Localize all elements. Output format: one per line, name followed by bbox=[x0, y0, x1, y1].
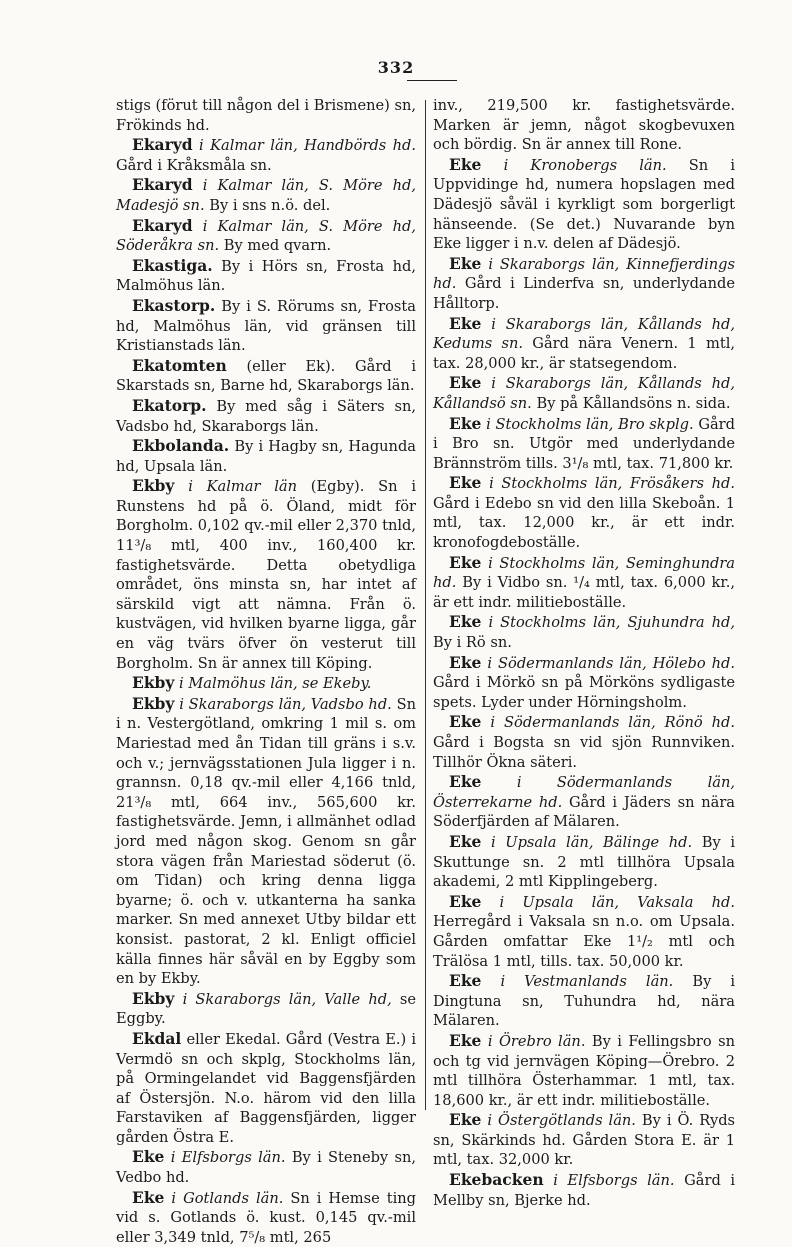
entry-body: Gård i Mellby sn, Bjerke hd. bbox=[433, 1172, 736, 1209]
entry-headword: Ekbolanda. bbox=[132, 436, 230, 456]
left-column bbox=[116, 96, 416, 1247]
entry-body: se Eggby. bbox=[116, 990, 417, 1028]
dictionary-entry bbox=[116, 989, 416, 1029]
entry-headword: Eke bbox=[449, 1030, 482, 1050]
entry-location: i Skaraborgs län, Kållands hd, Kållandsö sn. bbox=[433, 375, 735, 412]
entry-body: By i Hagby sn, Hagunda hd, Upsala län. bbox=[116, 438, 416, 475]
entry-headword: Ekby bbox=[132, 476, 175, 496]
entry-body: Gård i Mörkö sn på Mörköns sydligaste spets. Lyder under Hörningsholm. bbox=[433, 674, 735, 711]
entry-headword: Eke bbox=[449, 253, 482, 273]
entry-headword: Ekaryd bbox=[132, 135, 193, 155]
dictionary-entry bbox=[433, 553, 735, 613]
dictionary-entry bbox=[116, 476, 416, 673]
dictionary-entry bbox=[116, 436, 416, 476]
entry-body: Gård i Jäders sn nära Söderfjärden af Mälaren. bbox=[433, 793, 735, 831]
entry-headword: Eke bbox=[132, 1147, 165, 1167]
entry-space bbox=[193, 177, 203, 194]
entry-location: i Gotlands län. bbox=[171, 1189, 284, 1207]
dictionary-entry bbox=[433, 373, 735, 413]
entry-space bbox=[193, 218, 203, 235]
entry-body: By i Rö sn. bbox=[433, 634, 512, 652]
entry-body: Gård nära Venern. 1 mtl, tax. 28,000 kr., är statsegendom. bbox=[433, 335, 735, 372]
entry-location: i Skaraborgs län, Kållands hd, Kedums sn. bbox=[433, 315, 735, 353]
entry-location: i Östergötlands län. bbox=[487, 1112, 636, 1130]
entry-body: By i Hörs sn, Frosta hd, Malmöhus län. bbox=[116, 257, 416, 295]
entry-location: i Kalmar län bbox=[188, 478, 297, 496]
entry-space bbox=[544, 1172, 554, 1189]
entry-space bbox=[174, 478, 188, 495]
entry-body: Gård i Kråksmåla sn. bbox=[116, 156, 272, 174]
entry-location: i Kronobergs län. bbox=[503, 156, 667, 174]
dictionary-entry bbox=[116, 673, 416, 694]
entry-location: i Kalmar län, Handbörds hd. bbox=[199, 137, 417, 155]
entry-headword: Ekatorp. bbox=[132, 395, 207, 415]
dictionary-entry bbox=[433, 1031, 735, 1110]
dictionary-entry bbox=[433, 414, 735, 474]
entry-headword: Eke bbox=[132, 1187, 165, 1207]
entry-location: i Södermanlands län, Rönö hd. bbox=[490, 714, 735, 732]
entry-headword: Ekastorp. bbox=[132, 295, 216, 315]
dictionary-entry bbox=[433, 612, 735, 652]
entry-headword: Eke bbox=[449, 971, 482, 991]
dictionary-entry bbox=[116, 1147, 416, 1187]
entry-body: Gård i Bogsta sn vid sjön Runnviken. Tillhör Ökna säteri. bbox=[433, 734, 735, 771]
entry-space bbox=[481, 774, 516, 791]
entry-headword: Eke bbox=[449, 772, 482, 792]
dictionary-entry bbox=[116, 256, 416, 296]
entry-headword: Eke bbox=[449, 712, 482, 732]
entry-location: i Upsala län, Vaksala hd. bbox=[499, 893, 735, 911]
entry-headword: Ekby bbox=[132, 988, 175, 1008]
entry-body: Gård i Bro sn. Utgör med underlydande Brännström tills. 3¹/₈ mtl, tax. 71,800 kr. bbox=[433, 415, 735, 472]
entry-space bbox=[481, 375, 491, 392]
dictionary-entry bbox=[116, 175, 416, 215]
dictionary-entry bbox=[433, 254, 735, 314]
entry-location: i Elfsborgs län. bbox=[553, 1172, 675, 1190]
dictionary-entry bbox=[116, 135, 416, 175]
entry-headword: Eke bbox=[449, 891, 482, 911]
entry-body: By med qvarn. bbox=[219, 237, 332, 255]
dictionary-entry bbox=[433, 712, 735, 772]
entry-body: By i Dingtuna sn, Tuhundra hd, nära Mälaren. bbox=[433, 973, 736, 1030]
entry-headword: Ekby bbox=[132, 673, 175, 693]
dictionary-entry bbox=[116, 694, 416, 989]
entry-headword: Ekdal bbox=[132, 1028, 182, 1048]
dictionary-entry bbox=[116, 296, 416, 356]
entry-location: i Skaraborgs län, Kinnefjerdings hd. bbox=[433, 255, 735, 293]
entry-body: By i S. Rörums sn, Frosta hd, Malmöhus län, vid gränsen till Kristianstads län. bbox=[116, 297, 416, 355]
entry-headword: Eke bbox=[449, 154, 482, 174]
entry-body: (eller Ek). Gård i Skarstads sn, Barne hd, Skaraborgs län. bbox=[116, 357, 416, 395]
entry-headword: Eke bbox=[449, 473, 482, 493]
entry-body: By i Fellingsbro sn och tg vid jernvägen Köping—Örebro. 2 mtl tillhöra Österhammar. 1 mtl, tax. 18,600 kr., är ett indr. militieboställe. bbox=[433, 1032, 735, 1109]
entry-space bbox=[481, 157, 503, 174]
entry-body: stigs (förut till någon del i Brismene) sn, Frökinds hd. bbox=[116, 97, 416, 134]
entry-headword: Eke bbox=[449, 373, 482, 393]
entry-headword: Eke bbox=[449, 1110, 482, 1130]
entry-headword: Ekastiga. bbox=[132, 255, 213, 275]
entry-headword: Eke bbox=[449, 652, 482, 672]
entry-headword: Ekby bbox=[132, 693, 175, 713]
entry-location: i Södermanlands län, Österrekarne hd. bbox=[433, 774, 735, 811]
entry-location: i Stockholms län, Seminghundra hd. bbox=[433, 554, 735, 592]
dictionary-entry bbox=[433, 1170, 735, 1210]
dictionary-entry bbox=[116, 1188, 416, 1247]
entry-location: i Stockholms län, Bro skplg. bbox=[486, 415, 694, 433]
entry-body: inv., 219,500 kr. fastighetsvärde. Marken är jemn, något skogbevuxen och bördig. Sn är annex till Rone. bbox=[433, 97, 735, 154]
dictionary-entry bbox=[433, 772, 735, 832]
entry-location: i Vestmanlands län. bbox=[500, 973, 674, 991]
entry-body: By på Kållandsöns n. sida. bbox=[531, 394, 731, 412]
entry-space bbox=[481, 316, 491, 333]
dictionary-entry bbox=[433, 96, 735, 155]
entry-location: i Kalmar län, S. Möre hd, Söderåkra sn. bbox=[116, 217, 416, 255]
entry-headword: Eke bbox=[449, 612, 482, 632]
dictionary-entry bbox=[433, 971, 735, 1031]
entry-space bbox=[481, 894, 499, 911]
dictionary-entry bbox=[116, 396, 416, 436]
dictionary-entry bbox=[116, 96, 416, 135]
entry-location: i Örebro län. bbox=[487, 1032, 586, 1050]
entry-body: Gård i Edebo sn vid den lilla Skeboån. 1 mtl, tax. 12,000 kr., är ett indr. kronofogdeboställe. bbox=[433, 494, 735, 552]
right-column bbox=[433, 96, 735, 1210]
entry-location: i Kalmar län, S. Möre hd, Madesjö sn. bbox=[116, 177, 416, 214]
entry-space bbox=[481, 973, 500, 990]
dictionary-entry bbox=[433, 1110, 735, 1170]
dictionary-entry bbox=[116, 216, 416, 256]
entry-body: eller Ekedal. Gård (Vestra E.) i Vermdö sn och skplg, Stockholms län, på Ormingelandet vid Baggensfjärden af Östersjön. N.o. härom vid den lilla Farstaviken af Baggensfjärden, ligger gården Östra E. bbox=[116, 1030, 416, 1146]
entry-location: i Stockholms län, Sjuhundra hd, bbox=[488, 614, 735, 632]
entry-headword: Ekebacken bbox=[449, 1170, 544, 1190]
page-number: 332 bbox=[377, 58, 415, 77]
entry-headword: Eke bbox=[449, 552, 482, 572]
entry-space bbox=[481, 475, 489, 492]
entry-space bbox=[164, 1190, 171, 1207]
entry-body: By med såg i Säters sn, Vadsbo hd, Skaraborgs län. bbox=[116, 397, 416, 435]
dictionary-entry bbox=[433, 892, 735, 971]
entry-body: Sn i Uppvidinge hd, numera hopslagen med Dädesjö såväl i kyrkligt som borgerligt hänseende. (Se det.) Nuvarande byn Eke ligger i n.v. delen af Dädesjö. bbox=[433, 156, 736, 253]
entry-headword: Ekaryd bbox=[132, 175, 193, 195]
entry-headword: Eke bbox=[449, 413, 482, 433]
dictionary-entry bbox=[116, 356, 416, 396]
entry-body: (Egby). Sn i Runstens hd på ö. Öland, midt för Borgholm. 0,102 qv.-mil eller 2,370 tnld, 11³/₈ mtl, 400 inv., 160,400 kr. fastighetsvärde. Detta obetydliga området, öns minsta sn, har intet af särskild vigt att nämna. Från ö. kustvägen, vid hvilken byarne ligga, går en väg tvärs öfver ön vesterut till Borgholm. Sn är annex till Köping. bbox=[116, 478, 417, 672]
page-number-rule bbox=[407, 80, 457, 81]
entry-body: By i sns n.ö. del. bbox=[204, 196, 331, 214]
column-divider bbox=[425, 100, 426, 1110]
dictionary-entry bbox=[433, 832, 735, 892]
entry-body: By i Ö. Ryds sn, Skärkinds hd. Gården Stora E. är 1 mtl, tax. 32,000 kr. bbox=[433, 1112, 736, 1169]
entry-location: i Södermanlands län, Hölebo hd. bbox=[487, 654, 735, 672]
entry-headword: Ekaryd bbox=[132, 215, 193, 235]
entry-headword: Eke bbox=[449, 831, 482, 851]
entry-location: i Skaraborgs län, Valle hd, bbox=[182, 990, 392, 1008]
entry-body: By i Steneby sn, Vedbo hd. bbox=[116, 1149, 416, 1187]
entry-body: Sn i Hemse ting vid s. Gotlands ö. kust. 0,145 qv.-mil eller 3,349 tnld, 7⁵/₈ mtl, 265 bbox=[116, 1189, 417, 1246]
entry-space bbox=[174, 991, 182, 1008]
entry-location: i Elfsborgs län. bbox=[170, 1149, 286, 1167]
entry-body: By i Vidbo sn. ¹/₄ mtl, tax. 6,000 kr., är ett indr. militieboställe. bbox=[433, 574, 735, 611]
entry-location: i Malmöhus län, se Ekeby. bbox=[179, 675, 372, 693]
entry-headword: Ekatomten bbox=[132, 355, 227, 375]
entry-location: i Upsala län, Bälinge hd. bbox=[491, 833, 693, 851]
entry-body: Sn i n. Vestergötland, omkring 1 mil s. om Mariestad med ån Tidan till gräns i s.v. och v.; jernvägsstationen Jula ligger i n. grannsn. 0,18 qv.-mil eller 4,166 tnld, 21³/₈ mtl, 664 inv., 565,600 kr. fastighetsvärde. Jemn, i allmänhet odlad jord med någon skog. Genom sn går stora vägen från Mariestad söderut (ö. om Tidan) och kring denna ligga byarne; ö. och v. utkanterna ha sanka marker. Sn med annexet Utby bildar ett konsist. pastorat, 2 kl. Enligt officiel källa finnes här såväl en by Eggby som en by Ekby. bbox=[116, 695, 416, 988]
entry-body: Gård i Linderfva sn, underlydande Hålltorp. bbox=[433, 275, 735, 312]
dictionary-entry bbox=[433, 473, 735, 552]
entry-headword: Eke bbox=[449, 313, 482, 333]
entry-body: Herregård i Vaksala sn n.o. om Upsala. Gården omfattar Eke 1¹/₂ mtl och Trälösa 1 mtl, tills. tax. 50,000 kr. bbox=[433, 913, 735, 970]
dictionary-entry bbox=[116, 1029, 416, 1148]
entry-space bbox=[481, 834, 491, 851]
dictionary-entry bbox=[433, 653, 735, 713]
entry-location: i Skaraborgs län, Vadsbo hd. bbox=[179, 695, 392, 713]
dictionary-entry bbox=[433, 155, 735, 254]
entry-body: By i Skuttunge sn. 2 mtl tillhöra Upsala akademi, 2 mtl Kipplingeberg. bbox=[433, 833, 735, 891]
entry-location: i Stockholms län, Frösåkers hd. bbox=[489, 475, 735, 493]
dictionary-entry bbox=[433, 314, 735, 374]
